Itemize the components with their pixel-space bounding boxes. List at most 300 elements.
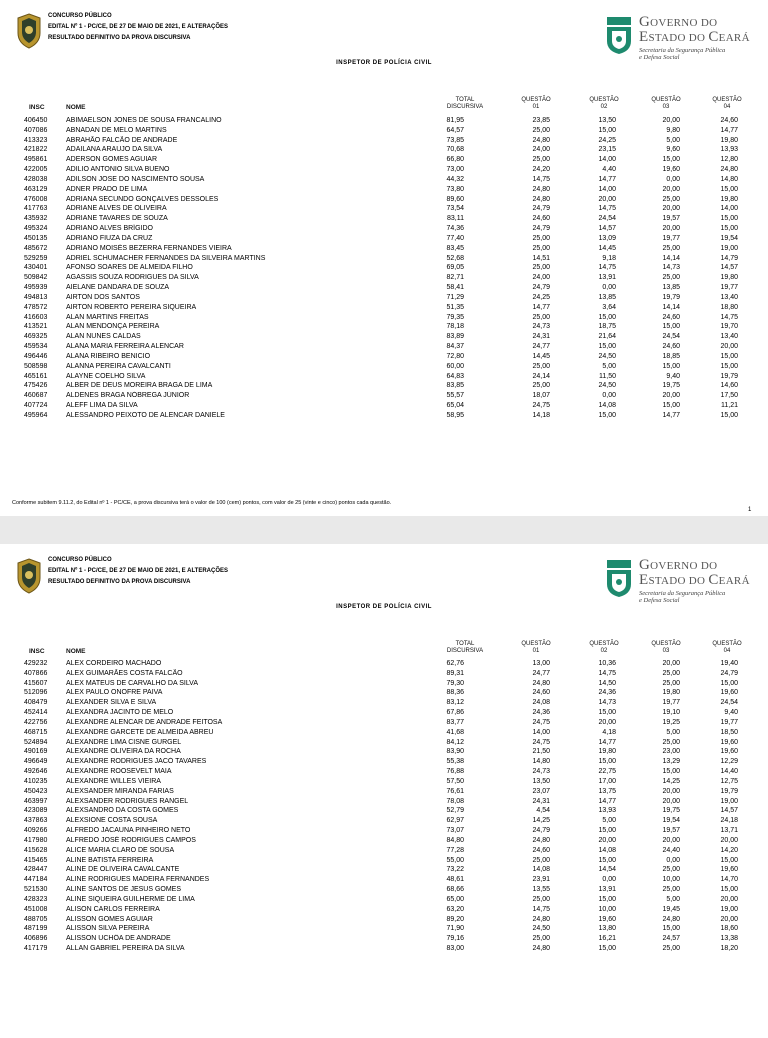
cell-q3: 24,40 bbox=[662, 846, 680, 854]
cell-q3: 20,00 bbox=[662, 205, 680, 213]
ceara-emblem-icon bbox=[603, 15, 635, 55]
cell-q1: 25,00 bbox=[532, 362, 550, 370]
cell-q4: 20,00 bbox=[720, 895, 738, 903]
cell-q3: 25,00 bbox=[662, 886, 680, 894]
table-row bbox=[0, 391, 768, 401]
gov-text-3: EARÁ bbox=[718, 32, 750, 44]
cell-q2: 14,73 bbox=[598, 699, 616, 707]
col-total-line1: TOTAL bbox=[455, 641, 475, 647]
cell-nome: ALEXSIONE COSTA SOUSA bbox=[66, 817, 158, 825]
cell-q1: 24,20 bbox=[532, 166, 550, 174]
col-total-line1: TOTAL bbox=[455, 97, 475, 103]
table-row bbox=[0, 372, 768, 382]
cell-q4: 18,80 bbox=[720, 303, 738, 311]
cell-q4: 18,50 bbox=[720, 728, 738, 736]
cell-q1: 13,50 bbox=[532, 777, 550, 785]
cell-q3: 15,00 bbox=[662, 362, 680, 370]
cell-insc: 415628 bbox=[24, 846, 48, 854]
page-separator bbox=[0, 516, 768, 544]
cell-q4: 20,00 bbox=[720, 343, 738, 351]
cell-nome: ALISSON GOMES AGUIAR bbox=[66, 915, 153, 923]
cell-q2: 13,09 bbox=[598, 234, 616, 242]
cell-total: 83,00 bbox=[446, 945, 464, 953]
cell-q1: 24,14 bbox=[532, 372, 550, 380]
ceara-emblem-icon bbox=[603, 558, 635, 598]
cell-q1: 25,00 bbox=[532, 935, 550, 943]
cell-q1: 25,00 bbox=[532, 126, 550, 134]
cell-q1: 13,55 bbox=[532, 886, 550, 894]
cell-q2: 14,00 bbox=[598, 185, 616, 193]
cell-nome: ALISSON SILVA PEREIRA bbox=[66, 925, 150, 933]
table-row bbox=[0, 273, 768, 283]
cell-q4: 15,00 bbox=[720, 679, 738, 687]
cell-q1: 24,80 bbox=[532, 136, 550, 144]
cell-q4: 15,00 bbox=[720, 215, 738, 223]
cell-q1: 24,75 bbox=[532, 738, 550, 746]
cell-nome: ALEXANDRE WILLES VIEIRA bbox=[66, 777, 161, 785]
cell-q1: 24,25 bbox=[532, 293, 550, 301]
cell-insc: 406896 bbox=[24, 935, 48, 943]
cell-q3: 23,00 bbox=[662, 748, 680, 756]
table-row bbox=[0, 797, 768, 807]
table-row bbox=[0, 846, 768, 856]
cell-q3: 20,00 bbox=[662, 185, 680, 193]
cell-insc: 496649 bbox=[24, 758, 48, 766]
table-row bbox=[0, 924, 768, 934]
cell-total: 67,86 bbox=[446, 709, 464, 717]
cell-q2: 18,75 bbox=[598, 323, 616, 331]
cell-nome: ALLAN GABRIEL PEREIRA DA SILVA bbox=[66, 945, 185, 953]
cell-q1: 24,00 bbox=[532, 146, 550, 154]
col-q4 bbox=[705, 97, 749, 111]
document-header bbox=[48, 555, 228, 588]
cell-q1: 24,80 bbox=[532, 915, 550, 923]
cell-q2: 10,00 bbox=[598, 905, 616, 913]
cell-q3: 20,00 bbox=[662, 392, 680, 400]
gov-text-1: OVERNO DO bbox=[650, 17, 718, 29]
cell-insc: 451008 bbox=[24, 905, 48, 913]
table-row bbox=[0, 204, 768, 214]
table-row bbox=[0, 136, 768, 146]
cell-nome: ALEXSANDRO DA COSTA GOMES bbox=[66, 807, 179, 815]
cell-nome: AIRTON DOS SANTOS bbox=[66, 293, 140, 301]
col-q2-line2: 02 bbox=[600, 104, 608, 110]
gov-text-2: STADO DO bbox=[648, 32, 709, 44]
cell-q4: 18,20 bbox=[720, 945, 738, 953]
cell-total: 83,12 bbox=[446, 699, 464, 707]
cell-q4: 13,40 bbox=[720, 333, 738, 341]
cell-q3: 25,00 bbox=[662, 866, 680, 874]
cell-q4: 11,21 bbox=[721, 402, 738, 410]
table-row bbox=[0, 944, 768, 954]
cell-insc: 408479 bbox=[24, 699, 48, 707]
cell-q3: 20,00 bbox=[662, 787, 680, 795]
cell-q4: 19,60 bbox=[720, 866, 738, 874]
cell-insc: 407866 bbox=[24, 669, 48, 677]
cell-q2: 17,00 bbox=[598, 777, 616, 785]
cell-insc: 415607 bbox=[24, 679, 48, 687]
col-q1-line1: QUESTÃO bbox=[521, 641, 551, 647]
cell-insc: 463997 bbox=[24, 797, 48, 805]
cell-nome: ALFREDO JOSÉ RODRIGUES CAMPOS bbox=[66, 836, 196, 844]
cell-q2: 15,00 bbox=[598, 411, 616, 419]
cell-insc: 485672 bbox=[24, 244, 48, 252]
cell-insc: 508598 bbox=[24, 362, 48, 370]
cell-nome: ALINE SIQUEIRA GUILHERME DE LIMA bbox=[66, 895, 195, 903]
cell-q2: 20,00 bbox=[598, 195, 616, 203]
col-q2-line1: QUESTÃO bbox=[589, 97, 619, 103]
cell-total: 84,37 bbox=[446, 343, 464, 351]
position-title: INSPETOR DE POLÍCIA CIVIL bbox=[336, 60, 432, 66]
cell-insc: 428038 bbox=[24, 175, 48, 183]
cell-nome: ALAN NUNES CALDAS bbox=[66, 333, 141, 341]
table-row bbox=[0, 185, 768, 195]
table-row bbox=[0, 322, 768, 332]
cell-q4: 19,00 bbox=[720, 244, 738, 252]
table-row bbox=[0, 214, 768, 224]
cell-q2: 13,91 bbox=[598, 886, 616, 894]
cell-q3: 19,80 bbox=[662, 689, 680, 697]
cell-q2: 13,80 bbox=[598, 925, 616, 933]
cell-nome: AFONSO SOARES DE ALMEIDA FILHO bbox=[66, 264, 193, 272]
cell-insc: 488705 bbox=[24, 915, 48, 923]
cell-total: 41,68 bbox=[446, 728, 464, 736]
cell-total: 83,89 bbox=[446, 333, 464, 341]
cell-q3: 24,57 bbox=[662, 935, 680, 943]
col-nome: NOME bbox=[66, 648, 86, 655]
col-q3 bbox=[644, 641, 688, 655]
cell-insc: 415465 bbox=[24, 856, 48, 864]
cell-total: 62,97 bbox=[446, 817, 464, 825]
cell-q1: 24,08 bbox=[532, 699, 550, 707]
cell-q3: 25,00 bbox=[662, 195, 680, 203]
cell-insc: 435932 bbox=[24, 215, 48, 223]
cell-insc: 478572 bbox=[24, 303, 48, 311]
gov-letter-e: E bbox=[639, 572, 649, 588]
col-insc: INSC bbox=[29, 104, 45, 111]
cell-total: 55,00 bbox=[446, 856, 464, 864]
cell-q1: 14,18 bbox=[532, 411, 550, 419]
table-row bbox=[0, 165, 768, 175]
table-row bbox=[0, 283, 768, 293]
cell-q2: 24,54 bbox=[598, 215, 616, 223]
cell-nome: ADRIANE TAVARES DE SOUZA bbox=[66, 215, 168, 223]
col-q3-line2: 03 bbox=[662, 104, 670, 110]
cell-q1: 13,00 bbox=[532, 660, 550, 667]
cell-q4: 15,00 bbox=[720, 185, 738, 193]
cell-insc: 430401 bbox=[24, 264, 48, 272]
cell-q3: 20,00 bbox=[662, 117, 680, 124]
cell-q4: 13,71 bbox=[720, 827, 738, 835]
col-q3-line1: QUESTÃO bbox=[651, 97, 681, 103]
cell-q4: 19,00 bbox=[720, 797, 738, 805]
cell-q3: 5,00 bbox=[666, 728, 680, 736]
cell-q1: 24,60 bbox=[532, 846, 550, 854]
cell-q2: 19,80 bbox=[598, 748, 616, 756]
cell-q2: 4,40 bbox=[602, 166, 616, 174]
cell-insc: 417980 bbox=[24, 836, 48, 844]
cell-insc: 413521 bbox=[24, 323, 48, 331]
cell-insc: 476008 bbox=[24, 195, 48, 203]
cell-q4: 18,60 bbox=[720, 925, 738, 933]
cell-q1: 23,85 bbox=[532, 117, 550, 124]
cell-total: 79,16 bbox=[446, 935, 464, 943]
cell-total: 83,85 bbox=[446, 382, 464, 390]
cell-q3: 19,57 bbox=[662, 215, 680, 223]
cell-total: 55,57 bbox=[446, 392, 464, 400]
cell-q3: 15,00 bbox=[662, 768, 680, 776]
cell-insc: 407086 bbox=[24, 126, 48, 134]
cell-q1: 24,80 bbox=[532, 195, 550, 203]
gov-subtitle-1: Secretaria da Segurança Pública bbox=[639, 590, 726, 597]
cell-q3: 20,00 bbox=[662, 660, 680, 667]
cell-insc: 423089 bbox=[24, 807, 48, 815]
cell-nome: ALDENES BRAGA NÓBREGA JÚNIOR bbox=[66, 392, 190, 400]
gov-letter-c: C bbox=[708, 572, 719, 588]
cell-q3: 5,00 bbox=[666, 895, 680, 903]
cell-q3: 20,00 bbox=[662, 836, 680, 844]
cell-q3: 25,00 bbox=[662, 669, 680, 677]
header-line-2: EDITAL Nº 1 - PC/CE, DE 27 DE MAIO DE 2021, E ALTERAÇÕES bbox=[48, 568, 229, 574]
cell-insc: 468715 bbox=[24, 728, 48, 736]
cell-q3: 19,25 bbox=[662, 718, 680, 726]
table-row bbox=[0, 777, 768, 787]
cell-q1: 24,50 bbox=[532, 925, 550, 933]
cell-q3: 19,75 bbox=[662, 807, 680, 815]
header-line-1: CONCURSO PÚBLICO bbox=[48, 557, 112, 563]
cell-q4: 15,00 bbox=[720, 362, 738, 370]
col-q1-line1: QUESTÃO bbox=[521, 97, 551, 103]
cell-nome: ALEX CORDEIRO MACHADO bbox=[66, 660, 162, 667]
cell-nome: ALEXANDRE RODRIGUES JACÓ TAVARES bbox=[66, 758, 207, 766]
cell-q1: 24,31 bbox=[532, 333, 550, 341]
cell-nome: ALFREDO JACAUNA PINHEIRO NETO bbox=[66, 827, 191, 835]
footnote: Conforme subitem 9.11.2, do Edital nº 1 - PC/CE, a prova discursiva terá o valor de 100 (cem) pontos, com valor de 25 (vinte e cinco) pontos cada questão. bbox=[12, 500, 392, 506]
cell-q3: 9,80 bbox=[666, 126, 680, 134]
cell-q3: 15,00 bbox=[662, 323, 680, 331]
cell-q3: 14,25 bbox=[662, 777, 680, 785]
cell-nome: ALEXANDRE LIMA CISNE GURGEL bbox=[66, 738, 182, 746]
table-row bbox=[0, 254, 768, 264]
cell-total: 81,95 bbox=[446, 117, 464, 124]
cell-q4: 24,18 bbox=[720, 817, 738, 825]
gov-text-3: EARÁ bbox=[718, 575, 750, 587]
table-row bbox=[0, 332, 768, 342]
cell-nome: ADRIANO ALVES BRÍGIDO bbox=[66, 225, 154, 233]
cell-q4: 14,80 bbox=[720, 175, 738, 183]
cell-q1: 24,00 bbox=[532, 274, 550, 282]
cell-insc: 494813 bbox=[24, 293, 48, 301]
document-header bbox=[48, 11, 228, 44]
cell-q4: 13,38 bbox=[720, 935, 738, 943]
cell-total: 71,90 bbox=[446, 925, 464, 933]
cell-q3: 19,45 bbox=[662, 905, 680, 913]
cell-q2: 15,00 bbox=[598, 313, 616, 321]
cell-q4: 20,00 bbox=[720, 836, 738, 844]
cell-total: 88,36 bbox=[446, 689, 464, 697]
cell-insc: 422005 bbox=[24, 166, 48, 174]
table-row bbox=[0, 175, 768, 185]
cell-q1: 24,80 bbox=[532, 679, 550, 687]
cell-q1: 14,08 bbox=[532, 866, 550, 874]
cell-total: 64,83 bbox=[446, 372, 464, 380]
cell-q3: 25,00 bbox=[662, 738, 680, 746]
table-row bbox=[0, 116, 768, 126]
cell-q1: 14,80 bbox=[532, 758, 550, 766]
cell-q2: 24,50 bbox=[598, 352, 616, 360]
cell-insc: 495861 bbox=[24, 156, 48, 164]
cell-q3: 14,73 bbox=[662, 264, 680, 272]
table-row bbox=[0, 411, 768, 421]
cell-q1: 14,75 bbox=[532, 175, 550, 183]
cell-q4: 15,00 bbox=[720, 411, 738, 419]
col-q2 bbox=[582, 641, 626, 655]
cell-total: 89,31 bbox=[446, 669, 464, 677]
cell-nome: ADERSON GOMES AGUIAR bbox=[66, 156, 158, 164]
table-row bbox=[0, 303, 768, 313]
cell-q4: 13,93 bbox=[720, 146, 738, 154]
table-row bbox=[0, 728, 768, 738]
cell-nome: ADNER PRADO DE LIMA bbox=[66, 185, 148, 193]
cell-q3: 5,00 bbox=[666, 136, 680, 144]
cell-q4: 19,60 bbox=[720, 738, 738, 746]
cell-insc: 417179 bbox=[24, 945, 48, 953]
cell-q2: 14,77 bbox=[598, 175, 616, 183]
cell-q2: 4,18 bbox=[602, 728, 616, 736]
cell-total: 76,88 bbox=[446, 768, 464, 776]
cell-nome: ADILSON JOSE DO NASCIMENTO SOUSA bbox=[66, 175, 205, 183]
cell-insc: 437863 bbox=[24, 817, 48, 825]
cell-nome: ALEXANDER SILVA E SILVA bbox=[66, 699, 157, 707]
cell-total: 52,68 bbox=[446, 254, 464, 262]
cell-q3: 10,00 bbox=[662, 876, 680, 884]
cell-q4: 24,60 bbox=[720, 117, 738, 124]
cell-q2: 14,08 bbox=[598, 846, 616, 854]
table-row bbox=[0, 313, 768, 323]
cell-q4: 12,80 bbox=[720, 156, 738, 164]
cell-nome: ADRIANO MOISÉS BEZERRA FERNANDES VIEIRA bbox=[66, 244, 232, 252]
cell-nome: ALEXANDRE ROOSEVELT MAIA bbox=[66, 768, 172, 776]
table-row bbox=[0, 787, 768, 797]
government-logo bbox=[603, 558, 763, 602]
cell-q4: 14,00 bbox=[720, 205, 738, 213]
cell-insc: 521530 bbox=[24, 886, 48, 894]
cell-q2: 9,18 bbox=[602, 254, 616, 262]
table-row bbox=[0, 195, 768, 205]
cell-q1: 25,00 bbox=[532, 895, 550, 903]
cell-insc: 450423 bbox=[24, 787, 48, 795]
cell-q1: 24,31 bbox=[532, 797, 550, 805]
col-insc: INSC bbox=[29, 648, 45, 655]
cell-q1: 24,73 bbox=[532, 768, 550, 776]
cell-total: 70,68 bbox=[446, 146, 464, 154]
cell-insc: 524894 bbox=[24, 738, 48, 746]
table-row bbox=[0, 224, 768, 234]
gov-subtitle-1: Secretaria da Segurança Pública bbox=[639, 47, 726, 54]
cell-q4: 14,57 bbox=[720, 807, 738, 815]
cell-q4: 19,80 bbox=[720, 195, 738, 203]
cell-nome: ALANNA PEREIRA CAVALCANTI bbox=[66, 362, 171, 370]
results-table-body bbox=[0, 659, 768, 954]
cell-nome: ABNADAN DE MELO MARTINS bbox=[66, 126, 167, 134]
cell-q4: 12,29 bbox=[720, 758, 738, 766]
cell-q4: 19,00 bbox=[720, 905, 738, 913]
cell-total: 52,79 bbox=[446, 807, 464, 815]
cell-q3: 25,00 bbox=[662, 244, 680, 252]
table-row bbox=[0, 836, 768, 846]
cell-q1: 24,75 bbox=[532, 402, 550, 410]
cell-total: 74,36 bbox=[446, 225, 464, 233]
cell-q2: 16,21 bbox=[598, 935, 616, 943]
government-logo bbox=[603, 15, 763, 59]
col-total bbox=[440, 97, 490, 111]
cell-nome: ADRIANA SECUNDO GONÇALVES DESSOLES bbox=[66, 195, 219, 203]
cell-total: 78,08 bbox=[446, 797, 464, 805]
cell-q2: 13,85 bbox=[598, 293, 616, 301]
cell-insc: 452414 bbox=[24, 709, 48, 717]
police-seal-icon bbox=[16, 13, 42, 49]
cell-insc: 406450 bbox=[24, 117, 48, 124]
cell-q3: 25,00 bbox=[662, 274, 680, 282]
cell-q1: 25,00 bbox=[532, 856, 550, 864]
table-row bbox=[0, 669, 768, 679]
col-q1-line2: 01 bbox=[532, 648, 540, 654]
cell-insc: 429232 bbox=[24, 660, 48, 667]
cell-total: 83,90 bbox=[446, 748, 464, 756]
col-q4-line1: QUESTÃO bbox=[712, 97, 742, 103]
cell-q2: 14,45 bbox=[598, 244, 616, 252]
table-row bbox=[0, 401, 768, 411]
col-total-line2: DISCURSIVA bbox=[446, 104, 484, 110]
cell-total: 58,95 bbox=[446, 411, 464, 419]
cell-q4: 19,60 bbox=[720, 689, 738, 697]
table-row bbox=[0, 767, 768, 777]
cell-total: 62,76 bbox=[446, 660, 464, 667]
cell-q2: 23,15 bbox=[598, 146, 616, 154]
cell-q2: 15,00 bbox=[598, 827, 616, 835]
cell-insc: 509842 bbox=[24, 274, 48, 282]
cell-q4: 19,80 bbox=[720, 136, 738, 144]
table-row bbox=[0, 747, 768, 757]
cell-q2: 15,00 bbox=[598, 856, 616, 864]
cell-q1: 14,77 bbox=[532, 303, 550, 311]
gov-letter-c: C bbox=[708, 29, 719, 45]
cell-insc: 492646 bbox=[24, 768, 48, 776]
col-q2-line1: QUESTÃO bbox=[589, 641, 619, 647]
cell-total: 73,54 bbox=[446, 205, 464, 213]
cell-q1: 21,50 bbox=[532, 748, 550, 756]
cell-insc: 465161 bbox=[24, 372, 48, 380]
cell-q3: 14,14 bbox=[662, 303, 680, 311]
cell-insc: 407724 bbox=[24, 402, 48, 410]
cell-q2: 15,00 bbox=[598, 126, 616, 134]
cell-nome: ALINE BATISTA FERREIRA bbox=[66, 856, 154, 864]
cell-nome: ALEXANDRE GARCETE DE ALMEIDA ABREU bbox=[66, 728, 214, 736]
cell-q2: 15,00 bbox=[598, 758, 616, 766]
cell-total: 73,07 bbox=[446, 827, 464, 835]
cell-q3: 20,00 bbox=[662, 225, 680, 233]
table-row bbox=[0, 244, 768, 254]
cell-insc: 413323 bbox=[24, 136, 48, 144]
results-table-body bbox=[0, 116, 768, 421]
cell-total: 82,71 bbox=[446, 274, 464, 282]
cell-q3: 19,79 bbox=[662, 293, 680, 301]
col-q4-line1: QUESTÃO bbox=[712, 641, 742, 647]
cell-q1: 24,36 bbox=[532, 709, 550, 717]
cell-total: 77,40 bbox=[446, 234, 464, 242]
cell-insc: 417763 bbox=[24, 205, 48, 213]
cell-q2: 13,50 bbox=[598, 117, 616, 124]
